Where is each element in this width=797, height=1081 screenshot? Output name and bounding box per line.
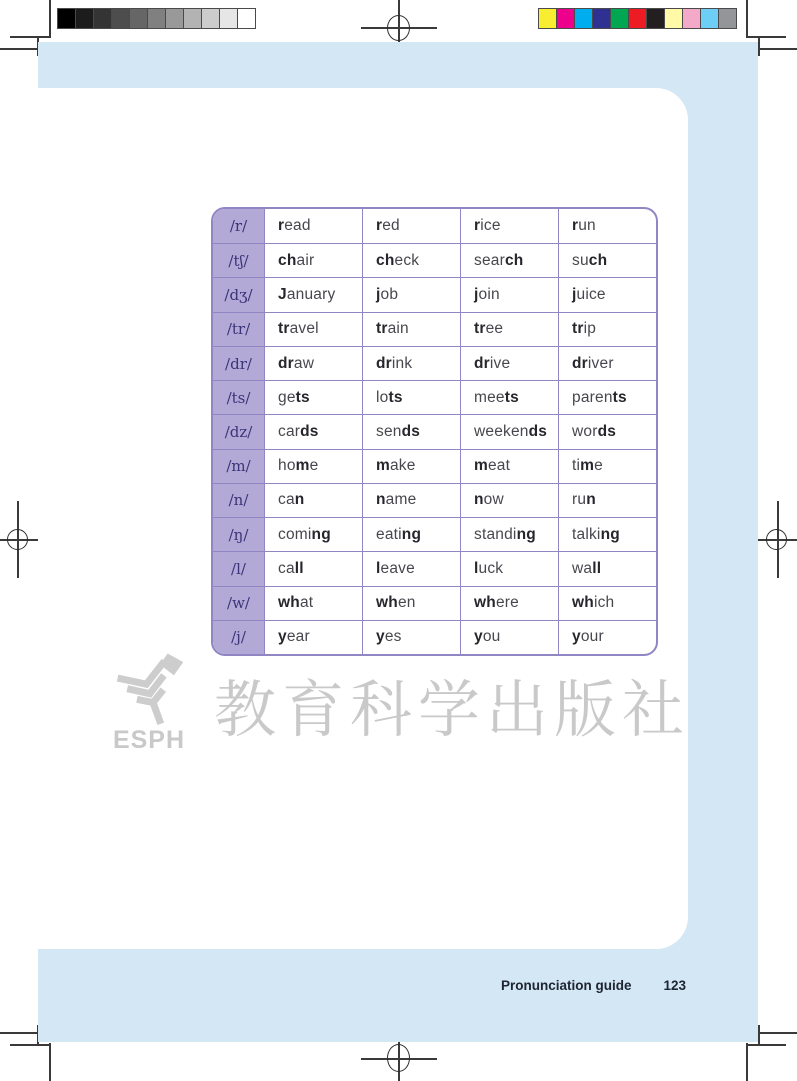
grayscale-swatch [166,9,184,28]
phoneme-symbol: /ts/ [213,380,264,414]
example-word: wh ich [558,586,656,620]
example-word: ru n [558,483,656,517]
example-word: r ed [362,209,460,243]
example-word: r un [558,209,656,243]
example-word: wa ll [558,551,656,585]
example-word: l eave [362,551,460,585]
phoneme-symbol: /m/ [213,449,264,483]
grayscale-swatch [238,9,255,28]
color-swatch [719,9,736,28]
example-word: J anuary [264,277,362,311]
table-row [213,243,656,277]
example-word: ch air [264,243,362,277]
example-word: m ake [362,449,460,483]
example-word: ca ll [264,551,362,585]
example-word: tr avel [264,312,362,346]
color-swatch [647,9,665,28]
example-word: sear ch [460,243,558,277]
example-word: wh at [264,586,362,620]
example-word: comi ng [264,517,362,551]
phoneme-symbol: /ŋ/ [213,517,264,551]
example-word: ca n [264,483,362,517]
grayscale-swatch [202,9,220,28]
example-word: paren ts [558,380,656,414]
example-word: y ou [460,620,558,654]
example-word: tr ee [460,312,558,346]
phoneme-symbol: /l/ [213,551,264,585]
publisher-watermark-text: 教育科学出版社 [214,673,691,746]
example-word: j oin [460,277,558,311]
color-swatch [629,9,647,28]
example-word: j uice [558,277,656,311]
example-word: wh ere [460,586,558,620]
phoneme-symbol: /n/ [213,483,264,517]
example-word: n ame [362,483,460,517]
phoneme-symbol: /dz/ [213,414,264,448]
phoneme-symbol: /dr/ [213,346,264,380]
phoneme-symbol: /j/ [213,620,264,654]
example-word: lo ts [362,380,460,414]
example-word: y ear [264,620,362,654]
table-row [213,312,656,346]
color-swatch [665,9,683,28]
esph-logo-text: ESPH [112,726,186,754]
example-word: eati ng [362,517,460,551]
example-word: r ice [460,209,558,243]
example-word: car ds [264,414,362,448]
color-swatch [539,9,557,28]
color-swatch [683,9,701,28]
example-word: m eat [460,449,558,483]
color-swatch [701,9,719,28]
table-row [213,551,656,585]
pronunciation-table [211,207,658,656]
example-word: standi ng [460,517,558,551]
grayscale-swatch [184,9,202,28]
table-row [213,346,656,380]
example-word: dr ink [362,346,460,380]
footer-section-title: Pronunciation guide [500,978,632,993]
grayscale-swatch [94,9,112,28]
phoneme-symbol: /dʒ/ [213,277,264,311]
table-row [213,449,656,483]
phoneme-symbol: /tʃ/ [213,243,264,277]
phoneme-symbol: /r/ [213,209,264,243]
table-row [213,414,656,448]
example-word: y es [362,620,460,654]
example-word: r ead [264,209,362,243]
grayscale-swatch [76,9,94,28]
grayscale-swatch [58,9,76,28]
grayscale-swatch [130,9,148,28]
table-row [213,483,656,517]
phoneme-symbol: /tr/ [213,312,264,346]
esph-publisher-logo-icon [103,652,198,730]
example-word: dr aw [264,346,362,380]
color-swatch [557,9,575,28]
example-word: y our [558,620,656,654]
example-word: wor ds [558,414,656,448]
color-calibration-bar [538,8,737,29]
example-word: j ob [362,277,460,311]
color-swatch [593,9,611,28]
example-word: tr ain [362,312,460,346]
example-word: mee ts [460,380,558,414]
page-footer [38,978,686,993]
grayscale-swatch [220,9,238,28]
grayscale-swatch [112,9,130,28]
example-word: tr ip [558,312,656,346]
grayscale-swatch [148,9,166,28]
table-row [213,586,656,620]
table-row [213,517,656,551]
example-word: weeken ds [460,414,558,448]
grayscale-calibration-bar [57,8,256,29]
color-swatch [611,9,629,28]
example-word: ti m e [558,449,656,483]
example-word: dr ive [460,346,558,380]
example-word: l uck [460,551,558,585]
example-word: ho m e [264,449,362,483]
example-word: n ow [460,483,558,517]
example-word: sen ds [362,414,460,448]
example-word: ch eck [362,243,460,277]
example-word: wh en [362,586,460,620]
example-word: ge ts [264,380,362,414]
table-row [213,209,656,243]
phoneme-symbol: /w/ [213,586,264,620]
color-swatch [575,9,593,28]
table-row [213,380,656,414]
example-word: talki ng [558,517,656,551]
example-word: dr iver [558,346,656,380]
example-word: su ch [558,243,656,277]
page-number: 123 [663,978,686,993]
table-row [213,620,656,654]
table-row [213,277,656,311]
